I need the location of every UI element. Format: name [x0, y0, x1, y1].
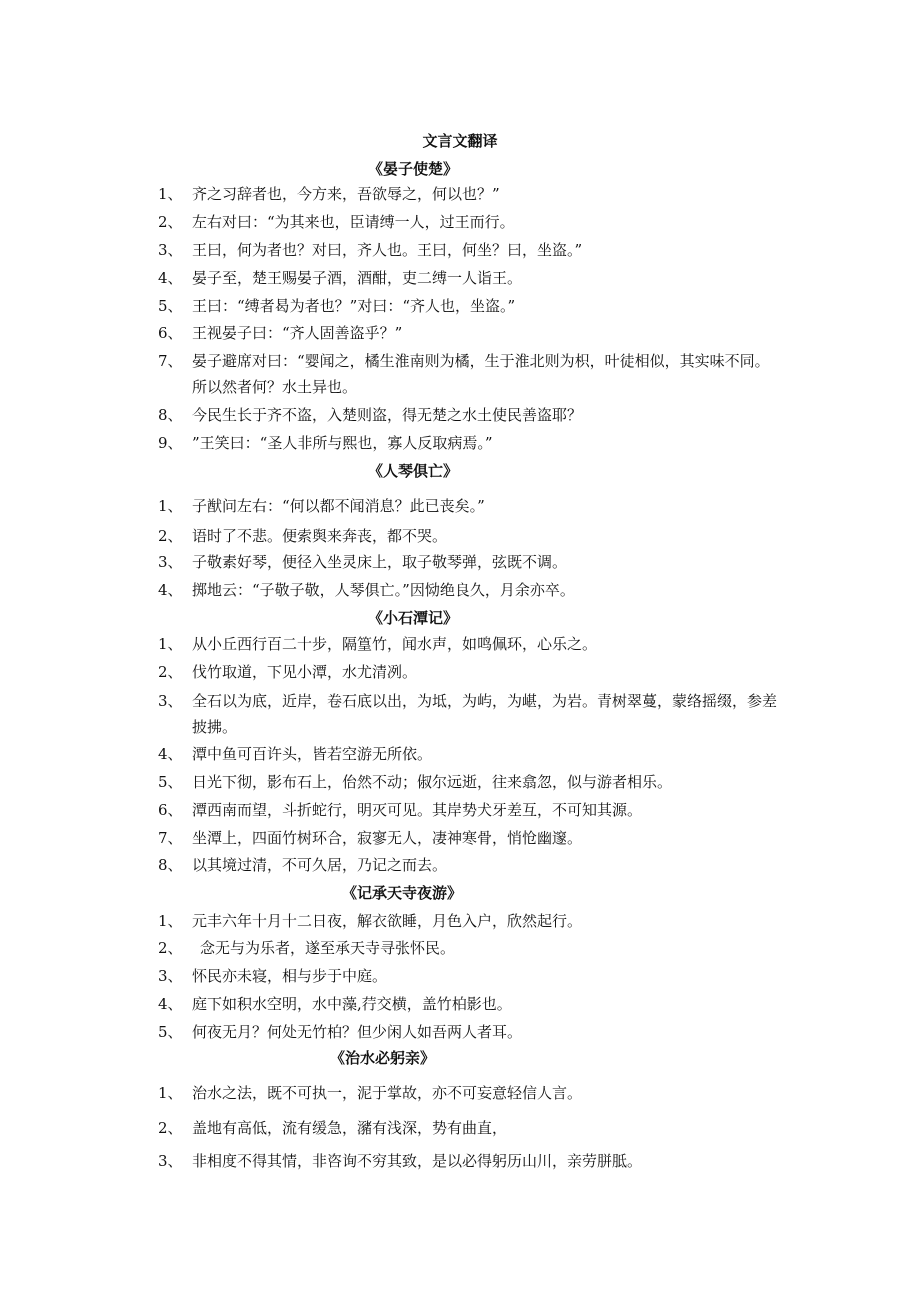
- item-number: 4、: [158, 269, 183, 287]
- item-number: 4、: [158, 745, 183, 763]
- list-item: [158, 181, 778, 207]
- item-number: 7、: [158, 829, 183, 847]
- item-number: 9、: [158, 434, 183, 452]
- item-number: 1、: [158, 635, 183, 653]
- section-heading-yanzi: 《晏子使楚》: [368, 160, 459, 178]
- item-text: 从小丘西行百二十步，隔篁竹，闻水声，如鸣佩环，心乐之。: [192, 635, 598, 653]
- item-text: 何夜无月？何处无竹柏？但少闲人如吾两人者耳。: [192, 1023, 523, 1041]
- item-number: 3、: [158, 241, 183, 259]
- item-text: 以其境过清，不可久居，乃记之而去。: [192, 856, 448, 874]
- list-item: [158, 549, 778, 575]
- list-item: [158, 825, 778, 851]
- list-item: [158, 209, 778, 235]
- item-text: 念无与为乐者，遂至承天寺寻张怀民。: [200, 939, 456, 957]
- list-item: [158, 1148, 778, 1174]
- list-item: [158, 430, 778, 456]
- item-text: 掷地云：“子敬子敬，人琴俱亡。”因恸绝良久，月余亦卒。: [192, 581, 575, 599]
- item-number: 7、: [158, 352, 183, 370]
- item-number: 5、: [158, 297, 183, 315]
- item-number: 2、: [158, 213, 183, 231]
- item-number: 8、: [158, 406, 183, 424]
- item-number: 3、: [158, 1152, 183, 1170]
- list-item: [158, 577, 778, 603]
- page-title: 文言文翻译: [422, 132, 498, 150]
- item-number: 1、: [158, 497, 183, 515]
- item-text: 王曰，何为者也？对曰，齐人也。王曰，何坐？曰，坐盗。”: [192, 241, 583, 259]
- item-text: 晏子避席对曰：“婴闻之，橘生淮南则为橘，生于淮北则为枳，叶徒相似，其实味不同。所以然者何？水土异也。: [192, 352, 770, 396]
- item-text: 潭西南而望，斗折蛇行，明灭可见。其岸势犬牙差互，不可知其源。: [192, 801, 643, 819]
- item-number: 3、: [158, 692, 183, 710]
- list-item: [158, 265, 778, 291]
- item-text: 坐潭上，四面竹树环合，寂寥无人，凄神寒骨，悄怆幽邃。: [192, 829, 583, 847]
- item-number: 2、: [158, 527, 183, 545]
- item-number: 5、: [158, 773, 183, 791]
- item-number: 6、: [158, 801, 183, 819]
- list-item: [158, 1019, 778, 1045]
- item-number: 1、: [158, 185, 183, 203]
- list-item: [158, 741, 778, 767]
- item-text: 左右对曰：“为其来也，臣请缚一人，过王而行。: [192, 213, 515, 231]
- section-heading-xiaoshitan: 《小石潭记》: [368, 609, 459, 627]
- item-text: ”王笑曰：“圣人非所与熙也，寡人反取病焉。”: [192, 434, 493, 452]
- list-item: [158, 797, 778, 823]
- item-text: 子敬素好琴，便径入坐灵床上，取子敬琴弹，弦既不调。: [192, 553, 568, 571]
- list-item: [158, 320, 778, 346]
- item-text: 王曰：“缚者曷为者也？”对曰：“齐人也，坐盗。”: [192, 297, 516, 315]
- list-item: [158, 293, 778, 319]
- item-number: 2、: [158, 939, 183, 957]
- item-number: 3、: [158, 967, 183, 985]
- item-number: 2、: [158, 663, 183, 681]
- item-number: 6、: [158, 324, 183, 342]
- item-text: 潭中鱼可百许头，皆若空游无所依。: [192, 745, 433, 763]
- section-heading-zhishui: 《治水必躬亲》: [330, 1049, 436, 1067]
- list-item: [158, 769, 778, 795]
- item-text: 元丰六年十月十二日夜，解衣欲睡，月色入户，欣然起行。: [192, 912, 583, 930]
- list-item: [158, 963, 778, 989]
- item-number: 3、: [158, 553, 183, 571]
- list-item: [158, 908, 778, 934]
- item-number: 4、: [158, 581, 183, 599]
- item-text: 齐之习辞者也，今方来，吾欲辱之，何以也？”: [192, 185, 500, 203]
- item-number: 4、: [158, 995, 183, 1013]
- item-number: 5、: [158, 1023, 183, 1041]
- item-number: 8、: [158, 856, 183, 874]
- item-text: 庭下如积水空明，水中藻,荇交横，盖竹柏影也。: [192, 995, 512, 1013]
- list-item: [158, 493, 778, 519]
- item-text: 语时了不悲。便索舆来奔丧，都不哭。: [192, 527, 448, 545]
- item-text: 日光下彻，影布石上，佁然不动；俶尔远逝，往来翕忽，似与游者相乐。: [192, 773, 673, 791]
- item-number: 1、: [158, 912, 183, 930]
- list-item: [158, 523, 778, 549]
- list-item: [158, 631, 778, 657]
- item-text: 怀民亦未寝，相与步于中庭。: [192, 967, 388, 985]
- list-item: [158, 402, 778, 428]
- item-text: 子猷问左右：“何以都不闻消息？此已丧矣。”: [192, 497, 485, 515]
- list-item: [158, 659, 778, 685]
- list-item: [158, 348, 778, 400]
- item-text: 全石以为底，近岸，卷石底以出，为坻，为屿，为嵁，为岩。青树翠蔓，蒙络摇缀，参差披拂。: [192, 692, 778, 736]
- section-heading-chengtiansi: 《记承天寺夜游》: [342, 884, 463, 902]
- item-number: 1、: [158, 1084, 183, 1102]
- list-item: [158, 1115, 778, 1141]
- list-item: [158, 852, 778, 878]
- list-item: [158, 935, 778, 961]
- list-item: [158, 237, 778, 263]
- item-text: 治水之法，既不可执一，泥于掌故，亦不可妄意轻信人言。: [192, 1084, 583, 1102]
- item-text: 晏子至，楚王赐晏子酒，酒酣，吏二缚一人诣王。: [192, 269, 523, 287]
- item-text: 盖地有高低，流有缓急，瀦有浅深，势有曲直，: [192, 1119, 508, 1137]
- list-item: [158, 1080, 778, 1106]
- list-item: [158, 688, 778, 740]
- item-number: 2、: [158, 1119, 183, 1137]
- item-text: 今民生长于齐不盗，入楚则盗，得无楚之水土使民善盗耶？: [192, 406, 583, 424]
- section-heading-renqin: 《人琴俱亡》: [368, 462, 459, 480]
- item-text: 非相度不得其情，非咨询不穷其致，是以必得躬历山川，亲劳胼胝。: [192, 1152, 643, 1170]
- item-text: 王视晏子曰：“齐人固善盗乎？”: [192, 324, 403, 342]
- item-text: 伐竹取道，下见小潭，水尤清冽。: [192, 663, 418, 681]
- list-item: [158, 991, 778, 1017]
